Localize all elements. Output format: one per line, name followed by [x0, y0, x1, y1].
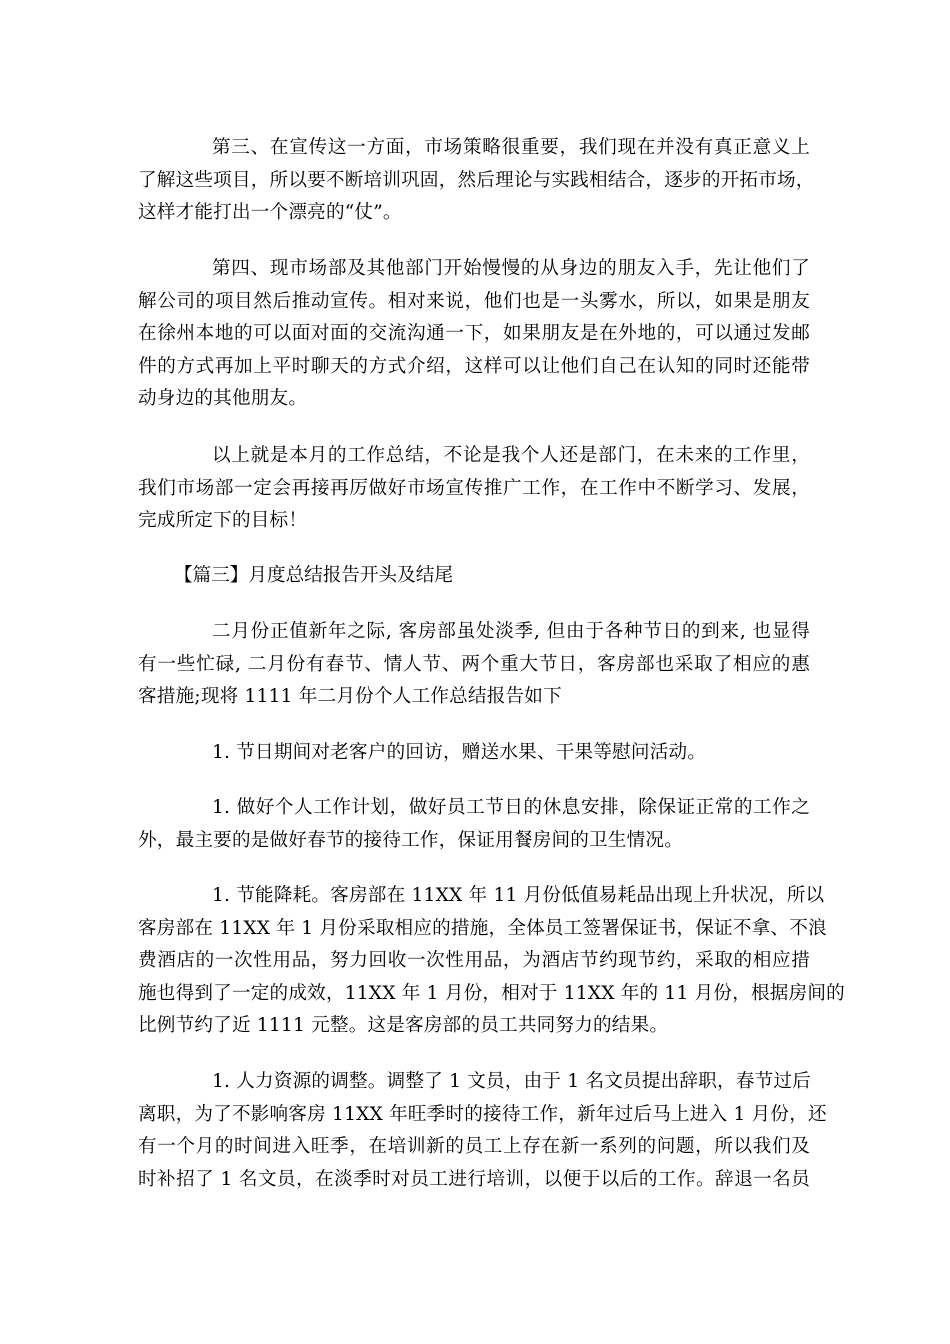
- text-line: 我们市场部一定会再接再厉做好市场宣传推广工作，在工作中不断学习、发展，: [138, 477, 810, 499]
- text-line: 1. 做好个人工作计划，做好员工节日的休息安排，除保证正常的工作之: [212, 797, 810, 818]
- text-line: 以上就是本月的工作总结，不论是我个人还是部门，在未来的工作里，: [212, 445, 810, 466]
- text-line: 这样才能打出一个漂亮的“仗”。: [138, 202, 402, 223]
- paragraph-summary: [138, 440, 810, 538]
- text-line: 件的方式再加上平时聊天的方式介绍，这样可以让他们自己在认知的同时还能带: [138, 355, 810, 377]
- text-line: 比例节约了近 1111 元整。这是客房部的员工共同努力的结果。: [138, 1015, 669, 1036]
- text-line: 在徐州本地的可以面对面的交流沟通一下，如果朋友是在外地的，可以通过发邮: [138, 323, 810, 344]
- text-line: 有一个月的时间进入旺季，在培训新的员工上存在新一系列的问题，所以我们及: [138, 1136, 810, 1157]
- text-line: 动身边的其他朋友。: [138, 388, 308, 409]
- text-line: 客措施;现将 1111 年二月份个人工作总结报告如下: [138, 686, 562, 707]
- text-line: 外，最主要的是做好春节的接待工作，保证用餐房间的卫生情况。: [138, 829, 684, 851]
- text-line: 了解这些项目，所以要不断培训巩固，然后理论与实践相结合，逐步的开拓市场，: [138, 169, 815, 191]
- paragraph-february-intro: [138, 616, 810, 714]
- list-item-energy-saving: [138, 880, 845, 1043]
- section-heading: 【篇三】月度总结报告开头及结尾: [174, 565, 453, 586]
- text-line: 客房部在 11XX 年 1 月份采取相应的措施，全体员工签署保证书，保证不拿、不浪: [138, 917, 827, 939]
- text-line: 1. 节能降耗。客房部在 11XX 年 11 月份低值易耗品出现上升状况，所以: [212, 885, 825, 906]
- paragraph-fourth-point: [138, 253, 810, 416]
- text-line: 完成所定下的目标！: [138, 510, 308, 531]
- text-line: 二月份正值新年之际, 客房部虽处淡季, 但由于各种节日的到来, 也显得: [212, 621, 810, 642]
- text-line: 第三、在宣传这一方面，市场策略很重要，我们现在并没有真正意义上: [212, 137, 810, 158]
- text-line: 解公司的项目然后推动宣传。相对来说，他们也是一头雾水，所以，如果是朋友: [138, 290, 810, 312]
- text-line: 1. 人力资源的调整。调整了 1 文员，由于 1 名文员提出辞职，春节过后: [212, 1071, 811, 1092]
- list-item-work-plan: [138, 792, 810, 857]
- text-line: 施也得到了一定的成效，11XX 年 1 月份，相对于 11XX 年的 11 月份，根据房间的: [138, 982, 845, 1004]
- list-item-staffing: [138, 1066, 827, 1196]
- text-line: 1. 节日期间对老客户的回访，赠送水果、干果等慰问活动。: [212, 742, 707, 763]
- text-line: 离职，为了不影响客房 11XX 年旺季时的接待工作，新年过后马上进入 1 月份，还: [138, 1103, 827, 1125]
- text-line: 有一些忙碌, 二月份有春节、情人节、两个重大节日，客房部也采取了相应的惠: [138, 653, 810, 675]
- text-line: 第四、现市场部及其他部门开始慢慢的从身边的朋友入手，先让他们了: [212, 258, 810, 279]
- text-line: 时补招了 1 名文员，在淡季时对员工进行培训，以便于以后的工作。辞退一名员: [138, 1168, 810, 1190]
- paragraph-third-point: [138, 132, 815, 230]
- text-line: 费酒店的一次性用品，努力回收一次性用品，为酒店节约现节约，采取的相应措: [138, 950, 810, 971]
- list-item-customer-visits: [138, 737, 810, 770]
